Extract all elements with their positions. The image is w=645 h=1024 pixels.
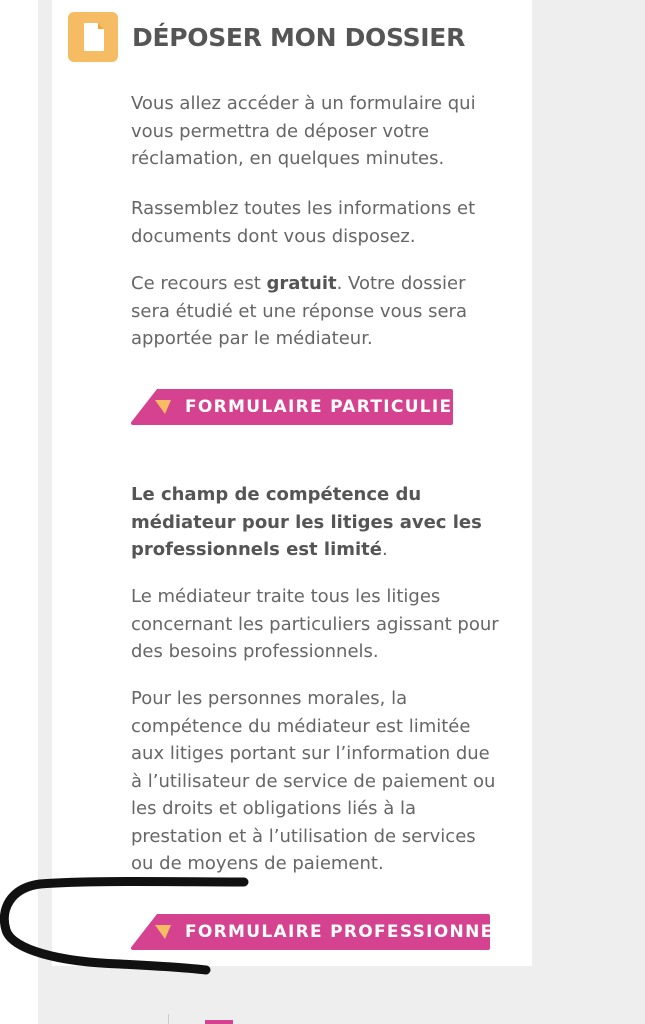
button-notch: [129, 389, 157, 425]
section-header: [68, 10, 465, 64]
pro-intro-bold: Le champ de compétence du médiateur pour les litiges avec les professionnels est limité: [131, 484, 482, 560]
pro-intro-paragraph: [131, 481, 501, 564]
intro-p3-before: Ce recours est: [131, 273, 267, 294]
formulaire-particulier-label: FORMULAIRE PARTICULIER: [185, 397, 467, 417]
pro-intro-end: .: [382, 539, 388, 560]
free-emphasis: gratuit: [266, 273, 337, 294]
formulaire-professionnel-button[interactable]: [131, 914, 506, 950]
flag-icon: [155, 400, 173, 414]
page-title: DÉPOSER MON DOSSIER: [132, 22, 466, 52]
intro-paragraph-1: Vous allez accéder à un formulaire qui vous permettra de déposer votre réclamation, en quelques minutes.: [131, 93, 476, 169]
button-notch: [129, 914, 157, 950]
pro-paragraph-1: Le médiateur traite tous les litiges concernant les particuliers agissant pour des besoins professionnels.: [131, 586, 499, 662]
intro-p3-after: . Votre dossier sera étudié et une réponse vous sera apportée par le médiateur.: [131, 273, 467, 349]
pro-paragraph-2: Pour les personnes morales, la compétence du médiateur est limitée aux litiges portant sur l’information due à l’utilisateur de service de paiement ou les droits et obligations liés à la prestation et à l’utilisation de services ou de moyens de paiement.: [131, 688, 496, 874]
formulaire-professionnel-label: FORMULAIRE PROFESSIONNEL: [185, 922, 506, 942]
next-section-accent: [205, 1020, 233, 1024]
intro-paragraph-2: Rassemblez toutes les informations et documents dont vous disposez.: [131, 198, 476, 247]
document-icon: [68, 12, 118, 62]
intro-paragraph-3: [131, 270, 501, 353]
divider: [168, 1014, 169, 1024]
flag-icon: [155, 925, 173, 939]
formulaire-particulier-button[interactable]: [131, 389, 467, 425]
